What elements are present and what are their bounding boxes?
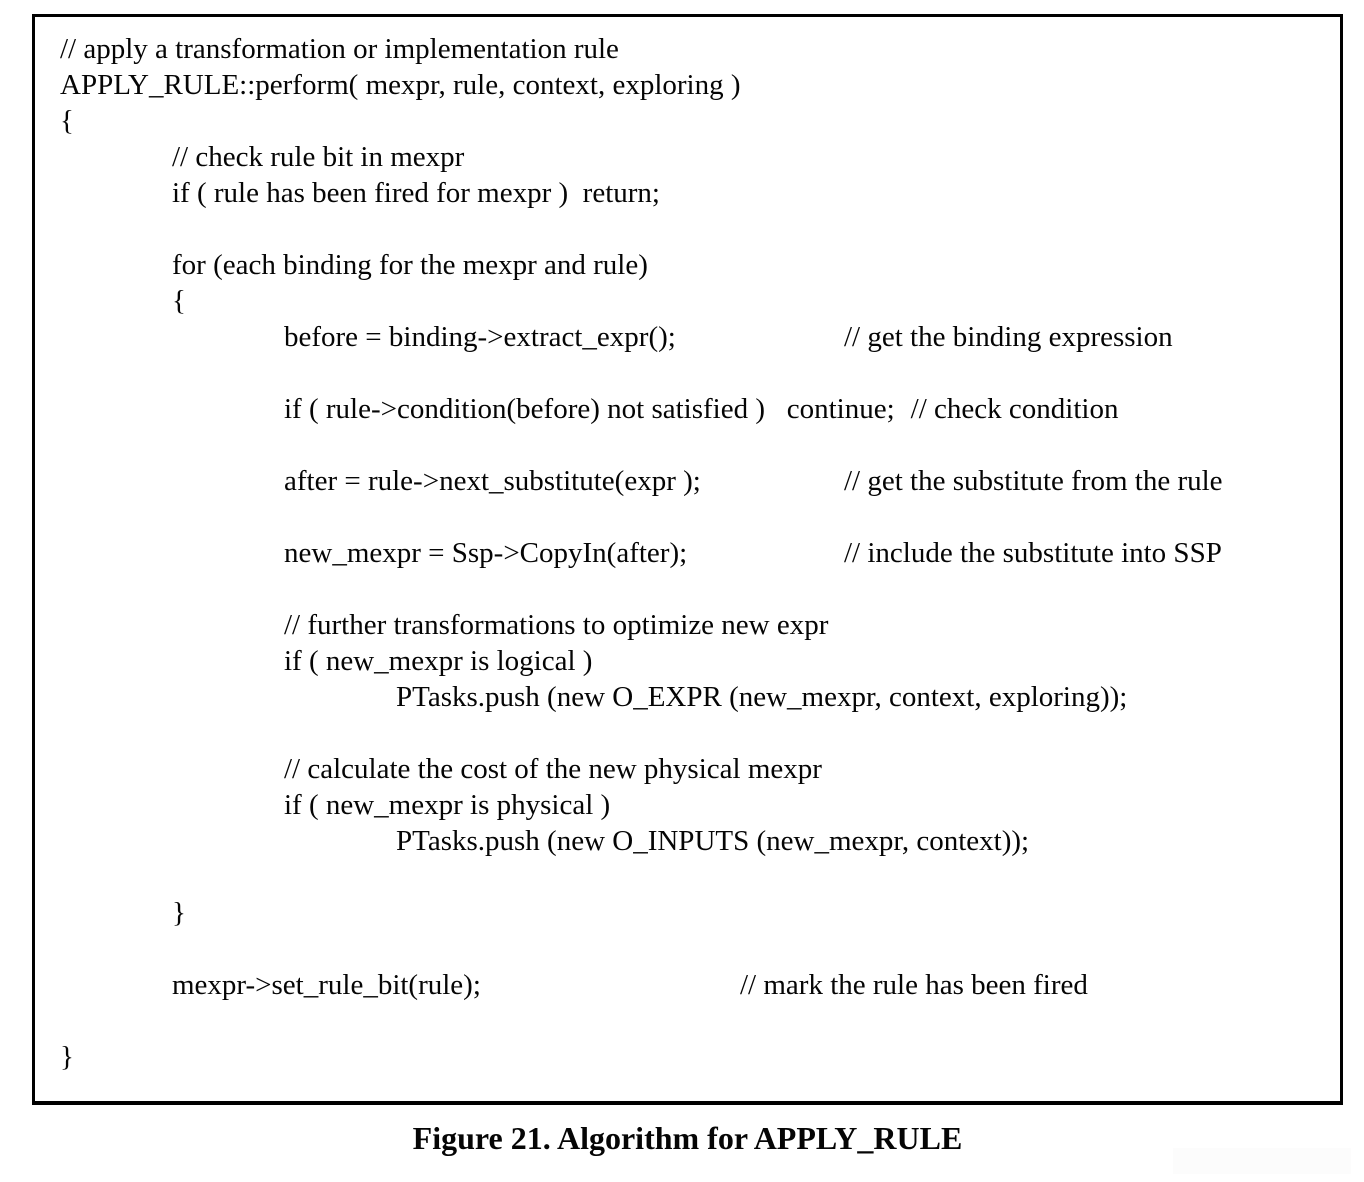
code-line [60, 1039, 1332, 1075]
code-line [60, 175, 1332, 211]
code-text: if ( rule->condition(before) not satisfied ) continue; [284, 393, 895, 425]
comment-text: // get the binding expression [844, 321, 1173, 353]
comment-text: // mark the rule has been fired [740, 969, 1088, 1001]
code-line [60, 895, 1332, 931]
code-line [60, 607, 1332, 643]
code-line [60, 787, 1332, 823]
code-text: { [60, 105, 74, 137]
code-text: if ( rule has been fired for mexpr ) return; [172, 177, 660, 209]
code-line [60, 679, 1332, 715]
code-line [60, 103, 1332, 139]
code-text: PTasks.push (new O_EXPR (new_mexpr, context, exploring)); [396, 681, 1128, 713]
code-line [60, 139, 1332, 175]
code-text: for (each binding for the mexpr and rule) [172, 249, 648, 281]
blank-line [60, 211, 1332, 247]
code-text: // apply a transformation or implementation rule [60, 33, 619, 65]
code-text: after = rule->next_substitute(expr ); [284, 465, 701, 497]
code-line [60, 247, 1332, 283]
blank-line [60, 499, 1332, 535]
figure-caption: Figure 21. Algorithm for APPLY_RULE [412, 1120, 963, 1156]
blank-line [60, 571, 1332, 607]
code-text: { [172, 285, 186, 317]
comment-text: // get the substitute from the rule [844, 465, 1223, 497]
code-line [60, 283, 1332, 319]
comment-text: // include the substitute into SSP [844, 537, 1222, 569]
code-text: APPLY_RULE::perform( mexpr, rule, context, exploring ) [60, 69, 741, 101]
code-text: } [172, 897, 186, 929]
code-line [60, 751, 1332, 787]
code-line [60, 967, 1332, 1003]
code-line [60, 643, 1332, 679]
code-text: PTasks.push (new O_INPUTS (new_mexpr, context)); [396, 825, 1030, 857]
code-text: new_mexpr = Ssp->CopyIn(after); [284, 537, 688, 569]
code-text: } [60, 1041, 74, 1073]
comment-text: // check condition [910, 393, 1119, 425]
code-text: // further transformations to optimize new expr [284, 609, 829, 641]
pseudocode-panel [32, 14, 1343, 1105]
code-line [60, 535, 1332, 571]
blank-line [60, 355, 1332, 391]
code-line [60, 391, 1332, 427]
code-text: mexpr->set_rule_bit(rule); [172, 969, 481, 1001]
blank-line [60, 859, 1332, 895]
code-text: before = binding->extract_expr(); [284, 321, 676, 353]
blank-line [60, 427, 1332, 463]
code-text: // calculate the cost of the new physical mexpr [284, 753, 822, 785]
blank-line [60, 715, 1332, 751]
code-line [60, 463, 1332, 499]
code-line [60, 31, 1332, 67]
code-text: if ( new_mexpr is logical ) [284, 645, 593, 677]
code-line [60, 823, 1332, 859]
code-line [60, 67, 1332, 103]
code-line [60, 319, 1332, 355]
code-text: if ( new_mexpr is physical ) [284, 789, 611, 821]
blank-line [60, 931, 1332, 967]
code-text: // check rule bit in mexpr [172, 141, 465, 173]
scan-artifact [1173, 1148, 1351, 1174]
blank-line [60, 1003, 1332, 1039]
